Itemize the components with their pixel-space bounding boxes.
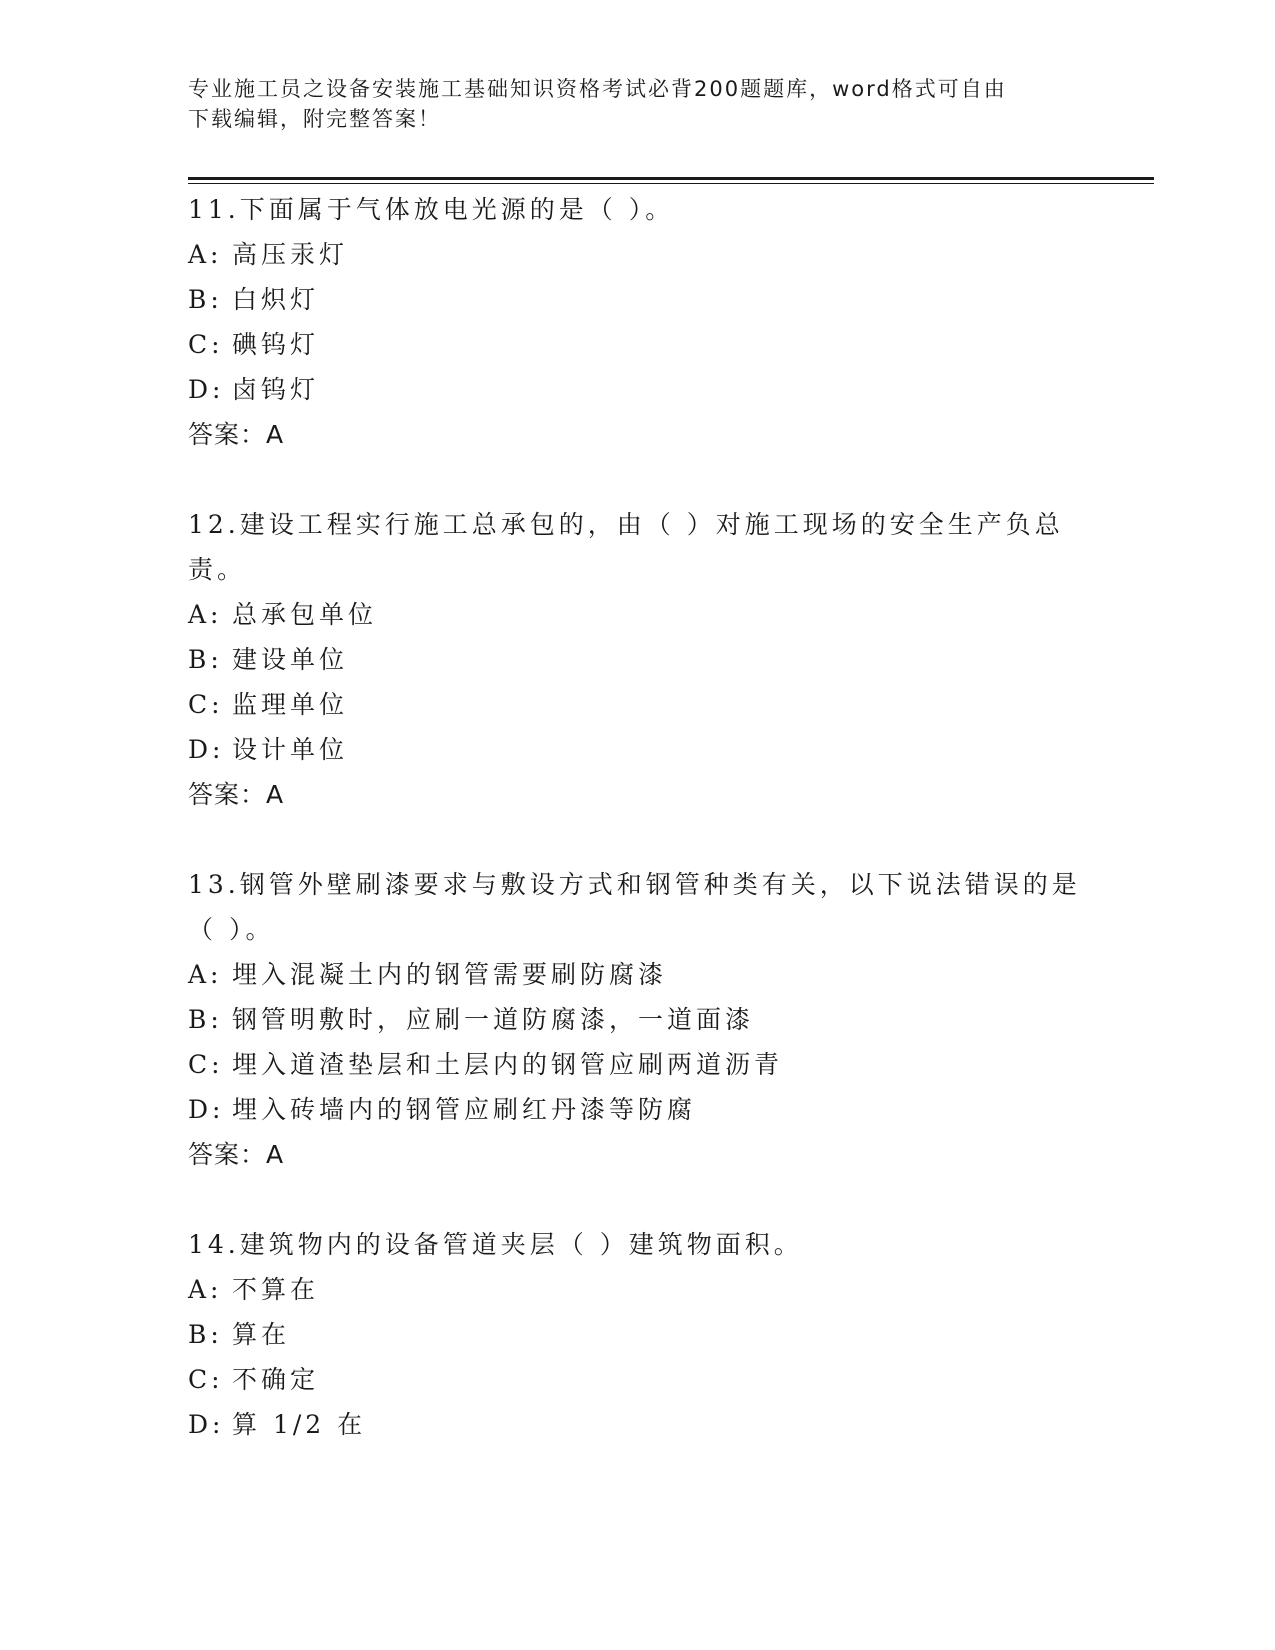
- question-11-option-d: [188, 373, 319, 407]
- question-13-stem: 13.钢管外壁刷漆要求与敷设方式和钢管种类有关，以下说法错误的是: [188, 870, 1081, 899]
- question-11-stem: 11.下面属于气体放电光源的是（ ）。: [188, 195, 675, 224]
- question-14-option-b: [188, 1318, 290, 1352]
- question-11-answer: 答案：A: [188, 420, 285, 449]
- option-letter: C:: [188, 330, 224, 359]
- option-letter: C:: [188, 1050, 224, 1079]
- option-letter: B:: [188, 645, 223, 674]
- option-text: 埋入砖墙内的钢管应刷红丹漆等防腐: [232, 1095, 697, 1124]
- question-14-option-a: [188, 1273, 319, 1307]
- question-13-option-d: [188, 1093, 696, 1127]
- question-12-option-d: [188, 733, 348, 767]
- option-letter: A:: [188, 960, 223, 989]
- question-14-option-d: [188, 1408, 366, 1442]
- question-13-option-b: [188, 1003, 754, 1037]
- question-12-answer: 答案：A: [188, 780, 285, 809]
- question-11-option-b: [188, 283, 319, 317]
- question-13-option-c: [188, 1048, 783, 1082]
- option-text: 算在: [232, 1320, 291, 1349]
- question-12-option-b: [188, 643, 348, 677]
- header-rule-thick: [188, 177, 1154, 180]
- option-letter: A:: [188, 1275, 223, 1304]
- question-11-option-c: [188, 328, 319, 362]
- option-text: 设计单位: [232, 735, 349, 764]
- option-letter: D:: [188, 375, 225, 404]
- header-line-1: 专业施工员之设备安装施工基础知识资格考试必背200题题库，word格式可自由: [188, 77, 1007, 101]
- document-header: [188, 74, 1088, 134]
- question-12-option-a: [188, 598, 377, 632]
- option-text: 算 1/2 在: [232, 1410, 367, 1439]
- question-12-stem: 12.建设工程实行施工总承包的，由（ ）对施工现场的安全生产负总: [188, 510, 1064, 539]
- question-14-stem: 14.建筑物内的设备管道夹层（ ）建筑物面积。: [188, 1230, 803, 1259]
- option-letter: B:: [188, 1005, 223, 1034]
- option-letter: D:: [188, 1410, 225, 1439]
- option-text: 监理单位: [232, 690, 349, 719]
- option-letter: B:: [188, 285, 223, 314]
- option-text: 不确定: [232, 1365, 320, 1394]
- option-text: 总承包单位: [232, 600, 378, 629]
- option-letter: B:: [188, 1320, 223, 1349]
- question-13-answer: 答案：A: [188, 1140, 285, 1169]
- question-12-option-c: [188, 688, 348, 722]
- option-letter: A:: [188, 240, 223, 269]
- question-13-stem-cont: （ ）。: [188, 915, 275, 944]
- option-text: 白炽灯: [232, 285, 320, 314]
- option-letter: C:: [188, 690, 224, 719]
- option-letter: A:: [188, 600, 223, 629]
- option-text: 建设单位: [232, 645, 349, 674]
- option-text: 高压汞灯: [232, 240, 349, 269]
- option-text: 不算在: [232, 1275, 320, 1304]
- option-letter: D:: [188, 1095, 225, 1124]
- option-letter: D:: [188, 735, 225, 764]
- option-text: 碘钨灯: [232, 330, 320, 359]
- option-text: 埋入混凝土内的钢管需要刷防腐漆: [232, 960, 668, 989]
- question-13-option-a: [188, 958, 667, 992]
- question-12-stem-cont: 责。: [188, 555, 247, 584]
- question-11-option-a: [188, 238, 348, 272]
- question-14-option-c: [188, 1363, 319, 1397]
- option-text: 钢管明敷时，应刷一道防腐漆，一道面漆: [232, 1005, 755, 1034]
- option-text: 埋入道渣垫层和土层内的钢管应刷两道沥青: [232, 1050, 784, 1079]
- header-line-2: 下载编辑，附完整答案！: [188, 107, 441, 131]
- option-letter: C:: [188, 1365, 224, 1394]
- header-rule-thin: [188, 183, 1154, 184]
- option-text: 卤钨灯: [232, 375, 320, 404]
